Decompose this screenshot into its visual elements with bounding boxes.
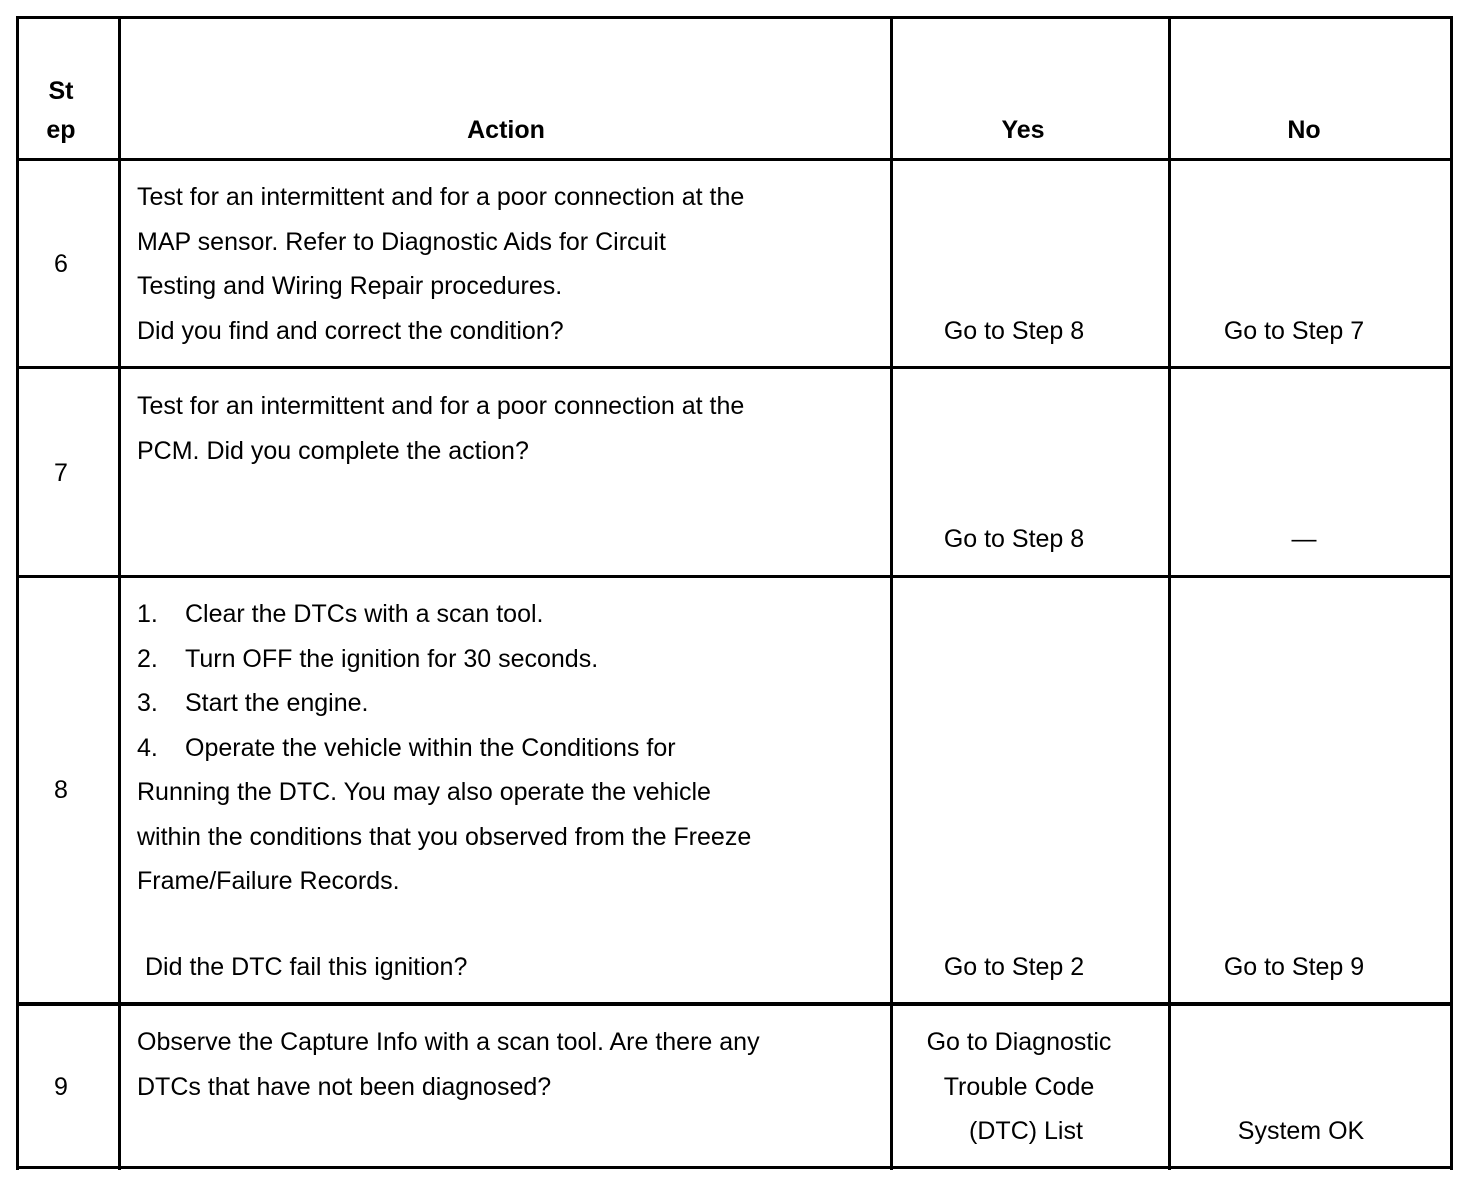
yes-line: (DTC) List bbox=[969, 1117, 1083, 1145]
action-text bbox=[137, 1020, 760, 1109]
no-result: Go to Step 9 bbox=[1223, 953, 1365, 981]
action-line: Test for an intermittent and for a poor connection at the bbox=[137, 392, 745, 420]
yes-line: Trouble Code bbox=[943, 1072, 1095, 1101]
action-line: PCM. Did you complete the action? bbox=[137, 436, 529, 465]
row-divider-8 bbox=[16, 1002, 1453, 1006]
list-number: 3. bbox=[137, 689, 158, 717]
list-number: 1. bbox=[137, 600, 158, 628]
list-text: Operate the vehicle within the Conditions for bbox=[185, 733, 676, 762]
header-action: Action bbox=[467, 116, 545, 144]
action-line: Test for an intermittent and for a poor connection at the bbox=[137, 183, 745, 211]
action-line: Testing and Wiring Repair procedures. bbox=[137, 272, 563, 300]
no-result: Go to Step 7 bbox=[1223, 317, 1365, 345]
step-number: 7 bbox=[54, 459, 68, 487]
row-divider-header bbox=[16, 158, 1453, 161]
step-number: 8 bbox=[54, 776, 68, 804]
no-result: System OK bbox=[1237, 1117, 1365, 1145]
step-number: 6 bbox=[54, 250, 68, 278]
header-step-line2: ep bbox=[46, 116, 76, 144]
action-text bbox=[137, 384, 744, 473]
action-line: Running the DTC. You may also operate the vehicle bbox=[137, 778, 711, 806]
action-line: Frame/Failure Records. bbox=[137, 867, 400, 895]
yes-line: Go to Diagnostic bbox=[926, 1028, 1112, 1056]
list-item bbox=[137, 637, 751, 682]
list-item bbox=[137, 681, 751, 726]
action-line: Did you find and correct the condition? bbox=[137, 316, 564, 345]
list-text: Turn OFF the ignition for 30 seconds. bbox=[185, 644, 599, 673]
row-divider-6 bbox=[16, 366, 1453, 369]
column-divider-action bbox=[890, 16, 893, 1170]
list-number: 4. bbox=[137, 733, 158, 762]
table-border-top bbox=[16, 16, 1453, 19]
header-step bbox=[18, 72, 104, 150]
action-text bbox=[137, 175, 744, 353]
header-no: No bbox=[1287, 116, 1321, 144]
list-number: 2. bbox=[137, 644, 158, 673]
action-line: MAP sensor. Refer to Diagnostic Aids for Circuit bbox=[137, 227, 666, 256]
header-yes: Yes bbox=[1001, 116, 1045, 144]
yes-result: Go to Step 8 bbox=[943, 525, 1085, 553]
action-text bbox=[137, 592, 751, 904]
yes-result: Go to Step 2 bbox=[943, 953, 1085, 981]
header-step-line1: St bbox=[48, 77, 74, 105]
table-border-left bbox=[16, 16, 19, 1170]
action-line: DTCs that have not been diagnosed? bbox=[137, 1072, 552, 1101]
column-divider-step bbox=[118, 16, 121, 1170]
list-text: Clear the DTCs with a scan tool. bbox=[185, 600, 544, 628]
list-item bbox=[137, 592, 751, 637]
list-item bbox=[137, 726, 751, 771]
row-divider-7 bbox=[16, 575, 1453, 578]
list-text: Start the engine. bbox=[185, 689, 369, 717]
action-question: Did the DTC fail this ignition? bbox=[145, 953, 468, 981]
table-border-right bbox=[1450, 16, 1453, 1170]
action-line: within the conditions that you observed from the Freeze bbox=[137, 822, 752, 851]
table-border-bottom bbox=[16, 1166, 1453, 1169]
yes-result: Go to Step 8 bbox=[943, 317, 1085, 345]
no-result: — bbox=[1291, 525, 1317, 553]
column-divider-yes bbox=[1168, 16, 1171, 1170]
yes-result bbox=[893, 1020, 1145, 1154]
step-number: 9 bbox=[54, 1073, 68, 1101]
action-line: Observe the Capture Info with a scan tool. Are there any bbox=[137, 1028, 760, 1056]
